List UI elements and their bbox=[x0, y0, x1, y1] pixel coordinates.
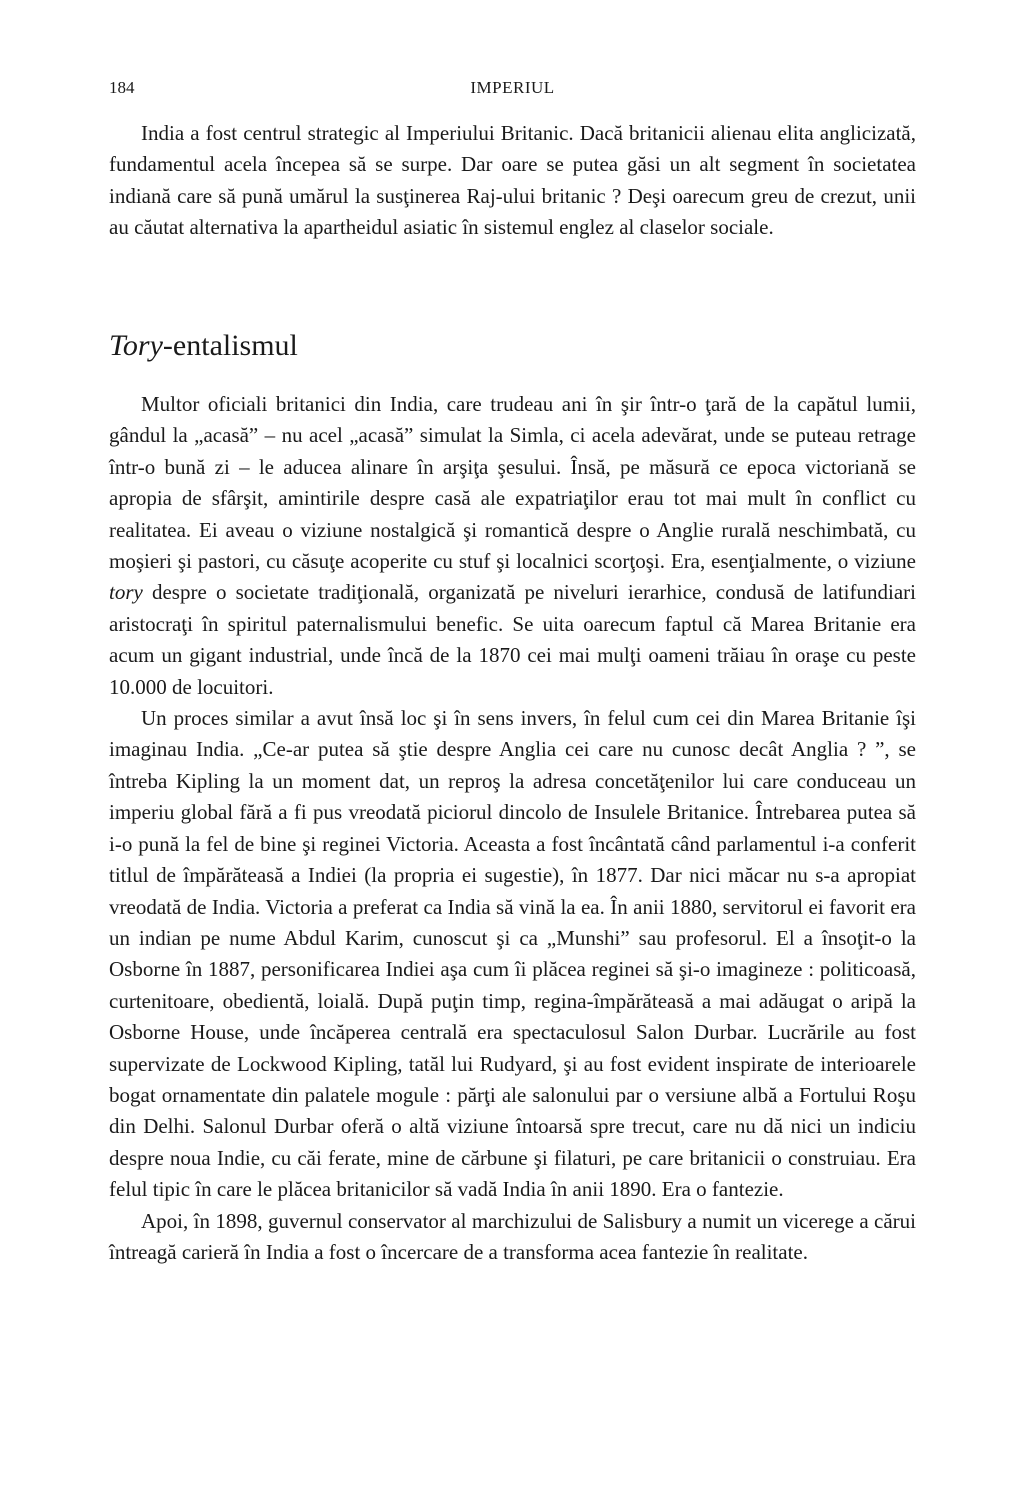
paragraph-1 bbox=[109, 389, 916, 703]
paragraph-3: Apoi, în 1898, guvernul conservator al marchizului de Salisbury a numit un vicerege a cărui întreagă carieră în India a fost o încercare de a transforma acea fantezie în realitate. bbox=[109, 1208, 916, 1264]
paragraph-2: Un proces similar a avut însă loc şi în sens invers, în felul cum cei din Marea Britanie îşi imaginau India. „Ce-ar putea să ştie despre Anglia cei care nu cunosc decât Anglia ? ”, se întreba Kipling la un moment dat, un reproş la adresa concetăţenilor lui care conduceau un imperiu global fără a fi pus vreodată piciorul dincolo de Insulele Britanice. Întrebarea putea să i-o pună la fel de bine şi reginei Victoria. Aceasta a fost încântată când parlamentul i-a conferit titlul de împărăteasă a Indiei (la propria ei sugestie), în 1877. Dar nici măcar nu s-a apropiat vreodată de India. Victoria a preferat ca India să vină la ea. În anii 1880, servitorul ei favorit era un indian pe nume Abdul Karim, cunoscut şi ca „Munshi” sau profesorul. El a însoţit-o la Osborne în 1887, personificarea Indiei aşa cum îi plăcea reginei să şi-o imagineze : politicoasă, curtenitoare, obedientă, loială. După puţin timp, regina-împărăteasă a mai adăugat o aripă la Osborne House, unde încăperea centrală era spectaculosul Salon Durbar. Lucrările au fost supervizate de Lockwood Kipling, tatăl lui Rudyard, şi au fost evident inspirate de interioarele bogat ornamentate din palatele mogule : părţi ale salonului par o versiune albă a Fortului Roşu din Delhi. Salonul Durbar oferă o altă viziune întoarsă spre trecut, care nu dă nici un indiciu despre noua Indie, cu căi ferate, mine de cărbune şi filaturi, pe care britanicii o construiau. Era felul tipic în care le plăcea britanicilor să vadă India în anii 1890. Era o fantezie. bbox=[109, 706, 916, 1202]
running-title: IMPERIUL bbox=[470, 78, 555, 97]
intro-paragraph: India a fost centrul strategic al Imperiului Britanic. Dacă britanicii alienau elita anglicizată, fundamentul acela începea să se surpe. Dar oare se putea găsi un alt segment în societatea indiană care să pună umărul la susţinerea Raj-ului britanic ? Deşi oarecum greu de crezut, unii au căutat alternativa la apartheidul asiatic în sistemul englez al claselor sociale. bbox=[109, 121, 916, 240]
book-page bbox=[109, 0, 916, 1504]
intro-block bbox=[109, 118, 916, 244]
section-heading-rest: -entalismul bbox=[162, 329, 298, 362]
paragraph-1-part-a: Multor oficiali britanici din India, care trudeau ani în şir într-o ţară de la capătul lumii, gândul la „acasă” – nu acel „acasă” simulat la Simla, ci acela adevărat, unde se puteau retrage într-o bună zi – le aducea alinare în arşiţa şesului. Însă, pe măsură ce epoca victoriană se apropia de sfârşit, amintirile despre casă ale expatriaţilor erau tot mai mult în conflict cu realitatea. Ei aveau o viziune nostalgică şi romantică despre o Anglie rurală neschimbată, cu moşieri şi pastori, cu căsuţe acoperite cu stuf şi localnici scorţoşi. Era, esenţialmente, o viziune bbox=[109, 392, 916, 574]
page-number: 184 bbox=[109, 78, 135, 97]
paragraph-1-italic: tory bbox=[109, 580, 143, 605]
section-heading-italic: Tory bbox=[109, 329, 163, 362]
running-head bbox=[109, 78, 916, 102]
section-heading bbox=[109, 326, 298, 366]
paragraph-1-part-b: despre o societate tradiţională, organizată pe niveluri ierarhice, condusă de latifundiari aristocraţi în spiritul paternalismului benefic. Se uita oarecum faptul că Marea Britanie era acum un gigant industrial, unde încă de la 1870 cei mai mulţi oameni trăiau în oraşe cu peste 10.000 de locuitori. bbox=[109, 580, 916, 699]
section-body bbox=[109, 389, 916, 1268]
